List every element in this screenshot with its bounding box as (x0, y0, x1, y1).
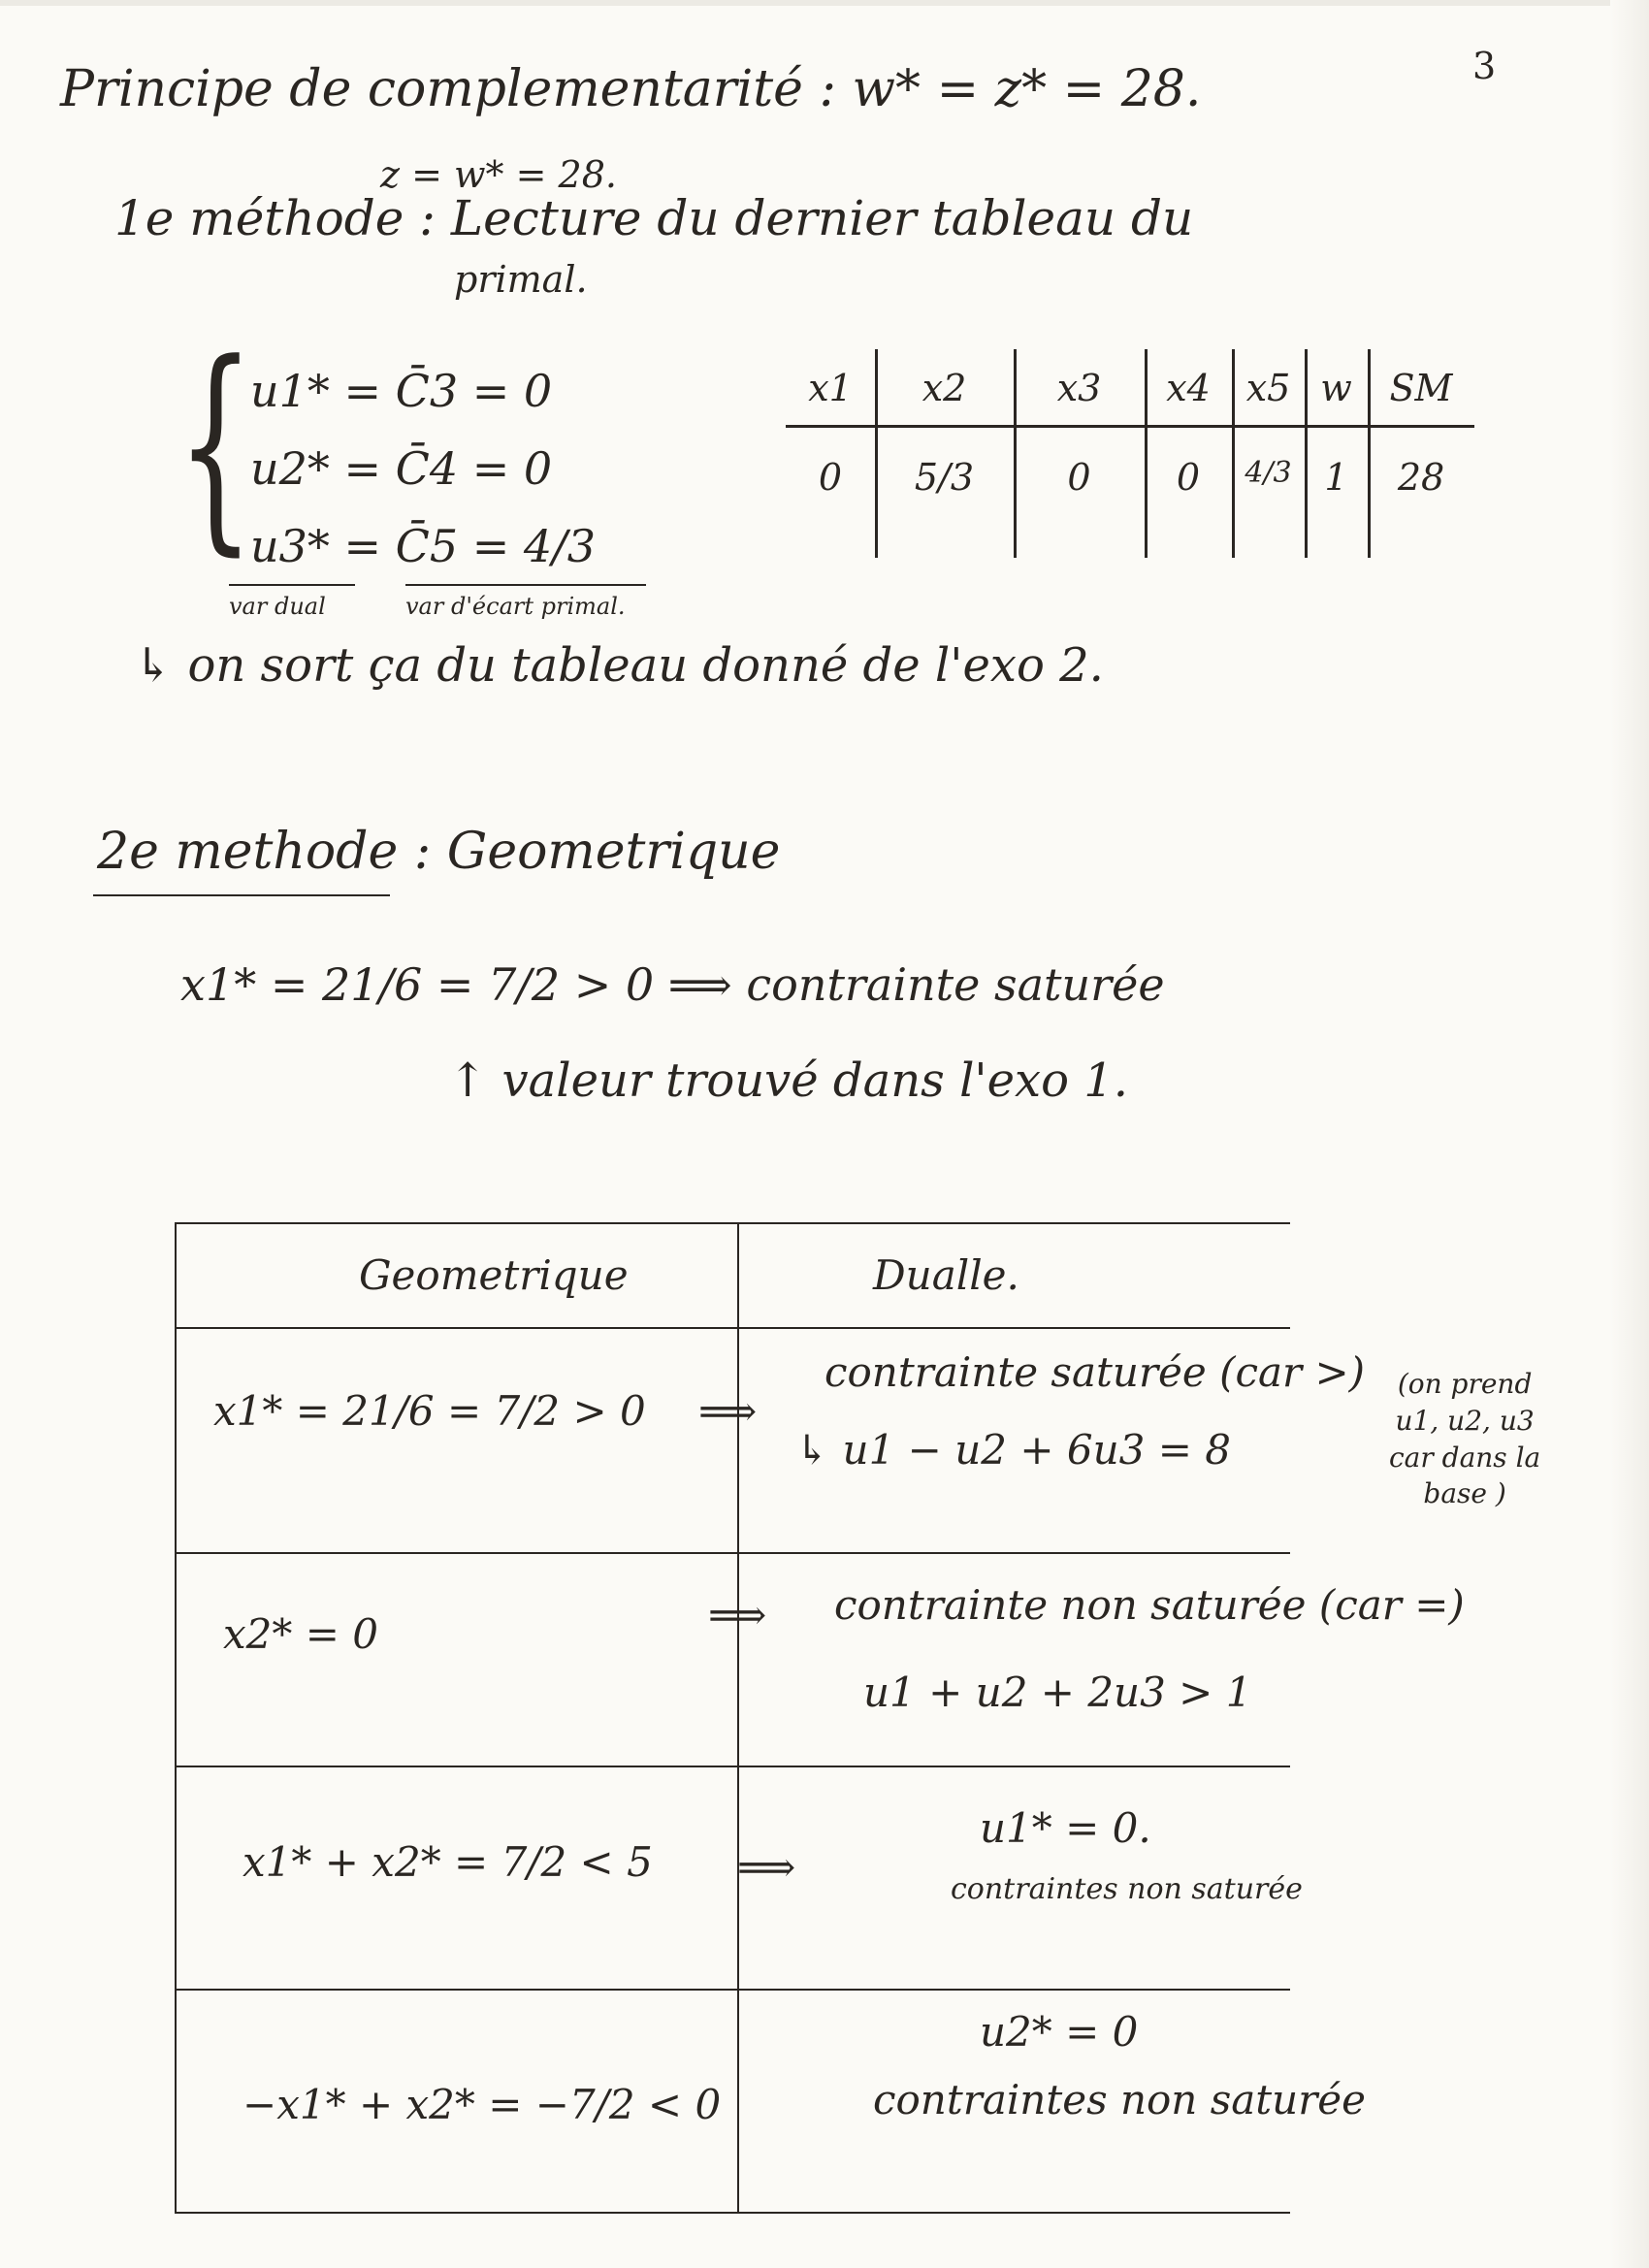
system-brace: { (177, 316, 255, 575)
table-row-dual: contraintes non saturée (873, 2076, 1367, 2123)
method2-heading: 2e methode : Geometrique (97, 823, 781, 881)
system-note: ↳ on sort ça du tableau donné de l'exo 2. (134, 638, 1104, 693)
tableau-value: 28 (1397, 456, 1445, 499)
tableau-header: w (1320, 367, 1352, 409)
table-row-dual: u1 + u2 + 2u3 > 1 (863, 1669, 1252, 1716)
tableau-header: SM (1389, 367, 1453, 409)
sub-equation: z = w* = 28. (380, 153, 617, 196)
table-row-dual: contrainte non saturée (car =) (834, 1581, 1465, 1629)
table-row-arrow: ⟹ (708, 1591, 767, 1638)
table-rule (737, 1222, 739, 2212)
label-var-ecart: var d'écart primal. (405, 593, 626, 620)
page-edge (0, 0, 1649, 6)
tableau-value: 0 (818, 456, 843, 499)
tableau-value: 0 (1067, 456, 1091, 499)
tableau-header: x2 (922, 367, 967, 409)
table-row-dual: u2* = 0 (980, 2008, 1139, 2056)
tableau-header: x5 (1245, 367, 1291, 409)
table-rule (175, 1989, 1290, 1991)
table-row-dual: u1* = 0. (980, 1804, 1151, 1852)
table-row-geo: x2* = 0 (223, 1610, 379, 1658)
tableau-value: 1 (1324, 456, 1348, 499)
tableau-value: 5/3 (914, 456, 975, 499)
underline-var-dual (229, 584, 355, 586)
table-header-geometrique: Geometrique (359, 1251, 629, 1299)
table-rule (175, 1327, 1290, 1329)
tableau-header-line (786, 425, 1474, 428)
table-row-dual: contrainte saturée (car >) (824, 1348, 1366, 1396)
page-title: Principe de complementarité : w* = z* = 28. (60, 60, 1202, 118)
table-row-geo: x1* = 21/6 = 7/2 > 0 (213, 1387, 646, 1435)
underline-var-ecart (405, 584, 646, 586)
tableau-header: x3 (1056, 367, 1102, 409)
method2-note: ↑ valeur trouvé dans l'exo 1. (448, 1053, 1129, 1108)
table-row-dual: ↳ u1 − u2 + 6u3 = 8 (795, 1426, 1231, 1474)
tableau-value: 0 (1176, 456, 1201, 499)
table-row-arrow: ⟹ (698, 1387, 758, 1435)
method1-heading-continued: primal. (454, 258, 588, 301)
system-equation-2: u2* = C̄4 = 0 (250, 442, 553, 495)
tableau-value: 4/3 (1245, 456, 1292, 490)
system-equation-1: u1* = C̄3 = 0 (250, 365, 553, 417)
system-equation-3: u3* = C̄5 = 4/3 (250, 520, 596, 572)
label-var-dual: var dual (229, 593, 326, 620)
method2-underline (93, 894, 390, 896)
table-row-geo: x1* + x2* = 7/2 < 5 (242, 1838, 653, 1886)
final-tableau (786, 349, 1474, 563)
page-shadow (1610, 0, 1649, 2268)
table-rule (175, 1552, 1290, 1554)
table-rule (175, 1222, 177, 2212)
method1-heading: 1e méthode : Lecture du dernier tableau du (114, 190, 1194, 246)
table-header-dualle: Dualle. (873, 1251, 1019, 1299)
method2-equation: x1* = 21/6 = 7/2 > 0 ⟹ contrainte saturée (180, 958, 1165, 1011)
tableau-header: x1 (808, 367, 853, 409)
table-rule (175, 2212, 1290, 2214)
side-note: (on prend u1, u2, u3 car dans la base ) (1389, 1368, 1541, 1510)
table-row-geo: −x1* + x2* = −7/2 < 0 (242, 2081, 722, 2128)
table-rule (175, 1766, 1290, 1767)
page-number: 3 (1472, 45, 1497, 87)
table-row-dual: contraintes non saturée (951, 1872, 1303, 1906)
table-rule (175, 1222, 1290, 1224)
table-row-arrow: ⟹ (737, 1843, 796, 1891)
tableau-header: x4 (1166, 367, 1211, 409)
